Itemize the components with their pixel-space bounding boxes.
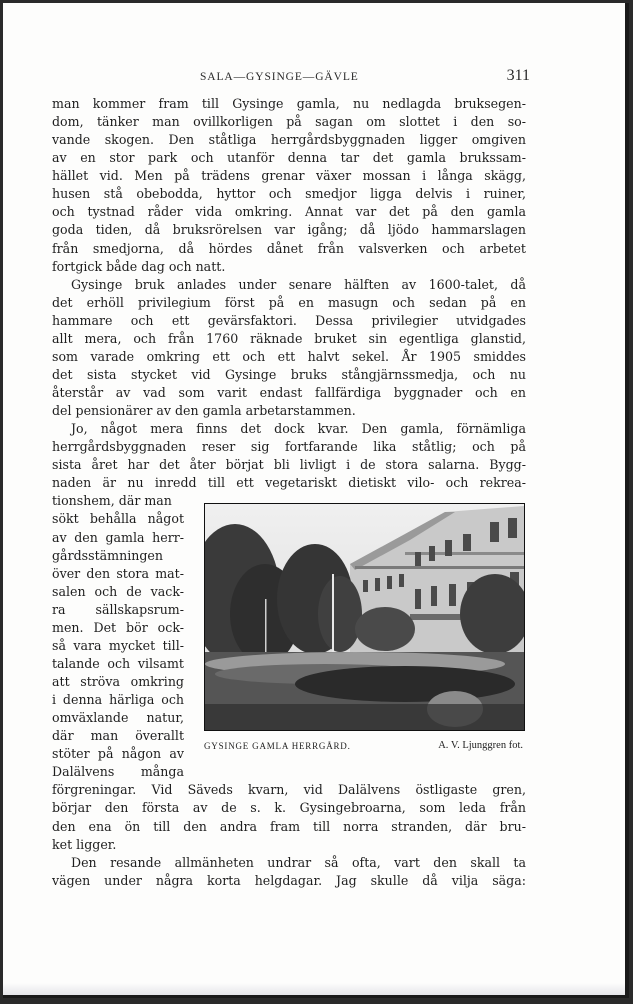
- text-line: så vara mycket till-: [52, 637, 184, 653]
- text-line: talande och vilsamt: [52, 655, 184, 671]
- paragraph-start: Gysinge bruk anlades under senare hälften av 1600-talet, då: [71, 276, 526, 292]
- text-line: men. Det bör ock-: [52, 619, 184, 635]
- text-line: av den gamla herr-: [52, 529, 184, 545]
- text-line: stöter på någon av: [52, 746, 184, 762]
- text-line: börjar den första av de s. k. Gysingebroarna, som leda från: [52, 800, 526, 816]
- text-line: goda tiden, då bruksrörelsen var igång; då ljödo hammarslagen: [52, 222, 526, 238]
- text-line: över den stora mat-: [52, 565, 184, 581]
- text-line: herrgårdsbyggnaden reser sig fortfarande lika ståtlig; och på: [52, 439, 526, 455]
- text-line: dom, tänker man ovillkorligen på sagan om slottet i den so-: [52, 114, 526, 130]
- body-text: [52, 95, 526, 890]
- text-line: hammare och ett gevärsfaktori. Dessa privilegier utvidgades: [52, 312, 526, 328]
- text-line: den ena ön till den andra fram till norra stranden, där bru-: [52, 818, 526, 834]
- text-line: husen stå obebodda, hyttor och smedjor ligga delvis i ruiner,: [52, 186, 526, 202]
- book-page: [3, 3, 629, 998]
- text-line: tionshem, där man: [52, 493, 172, 509]
- text-line: sökt behålla något: [52, 511, 184, 527]
- running-title: SALA—GYSINGE—GÄVLE: [200, 71, 359, 83]
- figure: [204, 503, 525, 755]
- figure-caption: [204, 741, 525, 755]
- text-line: del pensionärer av den gamla arbetarstammen.: [52, 403, 356, 419]
- text-line: av en stor park och utanför denna tar det gamla brukssam-: [52, 150, 526, 166]
- text-line: naden är nu inredd till ett vegetariskt dietiskt vilo- och rekrea-: [52, 475, 526, 491]
- text-line: som varade omkring ett och ett halvt sekel. År 1905 smiddes: [52, 348, 526, 364]
- text-line: det sista stycket vid Gysinge bruks stångjärnssmedja, och nu: [52, 366, 526, 382]
- caption-title: GYSINGE GAMLA HERRGÅRD.: [204, 741, 351, 751]
- text-line: allt mera, och från 1760 räknade bruket sin egentliga glanstid,: [52, 330, 526, 346]
- manor-house-photo-icon: [205, 504, 524, 730]
- text-line: gårdsstämningen: [52, 547, 163, 563]
- text-line: att ströva omkring: [52, 674, 184, 689]
- photograph-manor-house: [204, 503, 525, 731]
- text-line: sista året har det åter börjat bli livligt i de stora salarna. Bygg-: [52, 457, 526, 473]
- text-line: återstår av vad som varit endast fallfärdiga byggnader och en: [52, 385, 526, 400]
- text-line: det erhöll privilegium först på en masugn och sedan på en: [52, 294, 526, 310]
- text-line: i denna härliga och: [52, 692, 184, 708]
- text-line: Dalälvens många: [52, 764, 184, 780]
- text-line: salen och de vack-: [52, 583, 184, 599]
- text-line: vägen under några korta helgdagar. Jag skulle då vilja säga:: [52, 872, 526, 888]
- text-line: man kommer fram till Gysinge gamla, nu nedlagda bruksegen-: [52, 96, 526, 111]
- text-line: fortgick både dag och natt.: [52, 258, 226, 274]
- text-line: förgreningar. Vid Säveds kvarn, vid Dalälvens östligaste gren,: [52, 782, 526, 798]
- text-line: hället vid. Men på trädens grenar växer mossan i långa skägg,: [52, 168, 526, 184]
- text-line: från smedjorna, då hördes dånet från valsverken och arbetet: [52, 240, 526, 256]
- text-line: där man överallt: [52, 728, 184, 744]
- text-line: ra sällskapsrum-: [52, 601, 184, 617]
- photo-credit: A. V. Ljunggren fot.: [438, 740, 523, 751]
- running-header: [50, 69, 530, 87]
- page-number: 311: [506, 67, 530, 84]
- text-line: ket ligger.: [52, 836, 117, 852]
- text-line: vande skogen. Den ståtliga herrgårdsbyggnaden ligger omgiven: [52, 132, 526, 148]
- paragraph-start: Den resande allmänheten undrar så ofta, vart den skall ta: [71, 854, 526, 870]
- text-line: omväxlande natur,: [52, 710, 184, 726]
- text-line: och tystnad råder vida omkring. Annat var det på den gamla: [52, 204, 526, 220]
- paragraph-start: Jo, något mera finns det dock kvar. Den gamla, förnämliga: [71, 421, 526, 437]
